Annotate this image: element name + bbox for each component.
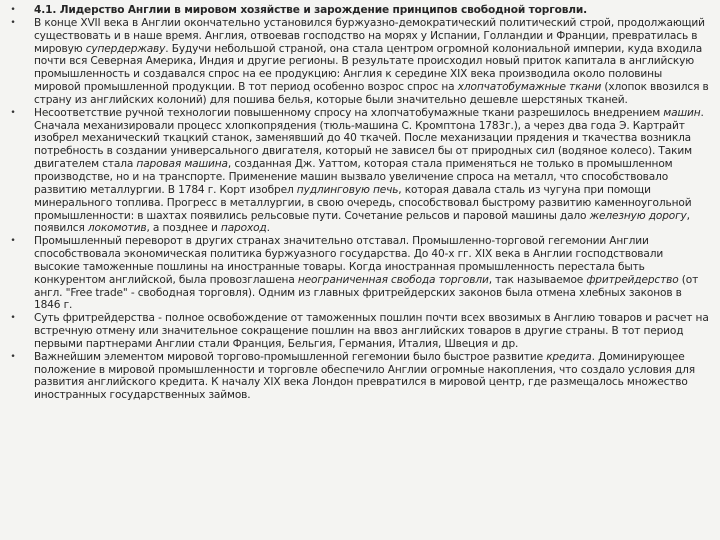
italic-term: локомотив [87,222,147,235]
text-run: (от англ. "Free trade" - свободная торговля). Одним из главных фритрейдерских законов была отмена хлебных законов в 1846 г. [34,273,699,312]
text-run: Промышленный переворот в других странах значительно отставал. Промышленно-торговой гегемонии Англии способствовала экономическая политика буржуазного государства. До 40-х гг. XIX века в Англии господствовали высокие таможенные пошлины на иностранные товары. Когда иностранная промышленность перестала быть конкурентом английской, была провозглашена [34,235,664,286]
paragraph-text [34,17,710,107]
bullet-icon: • [10,313,16,324]
italic-term: супердержаву [85,42,166,55]
italic-term: неограниченная свобода торговли [297,273,489,286]
text-run: . [266,222,270,235]
text-run: 4.1. Лидерство Англии в мировом хозяйстве и зарождение принципов свободной торговли. [34,4,588,16]
italic-term: железную дорогу [589,209,687,222]
italic-term: кредита [546,350,592,363]
paragraph-text [34,351,710,402]
italic-term: фритрейдерство [586,273,679,286]
text-run: , а позднее и [146,222,221,235]
bullet-icon: • [10,107,16,118]
list-item [6,235,710,312]
bullet-list [6,4,710,402]
bullet-icon: • [10,5,16,15]
paragraph-text [34,312,710,351]
section-heading [34,4,710,17]
text-run: Суть фритрейдерства - полное освобождение от таможенных пошлин почти всех ввозимых в Англию товаров и расчет на встречную отмену или значительное сокращение пошлин на ввоз английских товаров в другие страны. В тот период первыми партнерами Англии стали Франция, Бельгия, Германия, Италия, Швеция и др. [34,312,709,350]
list-item [6,17,710,107]
section-heading-item [6,4,710,17]
italic-term: пудлинговую печь [296,183,399,196]
text-run: . Будучи небольшой страной, она стала центром огромной колониальной империи, куда входила почти вся Северная Америка, Индия и другие регионы. В результате происходил новый приток капитала в английскую промышленность и создавался спрос на ее продукцию: Англия к середине XIX века производила около половины мировой промышленной продукции. В тот период особенно возрос спрос на [34,42,703,94]
text-run: (хлопок ввозился в страну из английских колоний) для пошива белья, которые были значительно дешевле шерстяных тканей. [34,81,709,106]
bullet-icon: • [10,236,16,247]
text-run: . Доминирующее положение в мировой промышленности и торговле обеспечило Англии огромные накопления, что создало условия для развития английского кредита. К началу XIX века Лондон превратился в мировой центр, где размещалось множество иностранных государственных займов. [34,350,695,402]
paragraph-text [34,235,710,312]
italic-term: хлопчатобумажные ткани [457,81,602,94]
italic-term: машин [663,106,701,119]
text-run: , появился [34,209,690,235]
text-run: Важнейшим элементом мировой торгово-промышленной гегемонии было быстрое развитие [34,350,547,363]
text-run: В конце XVII века в Англии окончательно установился буржуазно-демократический политический строй, продолжающий существовать и в наше время. Англия, отвоевав господство на морях у Испании, Голландии и Франции, превратилась в мировую [34,16,705,55]
text-run: Несоответствие ручной технологии повышенному спросу на хлопчатобумажные ткани разрешилось внедрением [34,106,664,119]
italic-term: пароход [220,222,267,235]
bullet-icon: • [10,351,16,362]
text-run: , созданная Дж. Уаттом, которая стала применяться не только в промышленном производстве, но и на транспорте. Применение машин вызвало увеличение спроса на металл, что способствовало развитию металлургии. В 1784 г. Корт изобрел [34,158,673,196]
text-run: , которая давала сталь из чугуна при помощи минерального топлива. Прогресс в металлургии, в свою очередь, способствовал быстрому развитию каменноугольной промышленности: в шахтах появились рельсовые пути. Сочетание рельсов и паровой машины дало [34,183,692,222]
bullet-icon: • [10,17,16,28]
list-item [6,312,710,351]
list-item [6,107,710,235]
list-item [6,351,710,402]
paragraph-text [34,107,710,235]
italic-term: паровая машина [136,158,228,171]
text-run: . Сначала механизировали процесс хлопкопрядения (тюль-машина С. Кромптона 1783г.), а через два года Э. Картрайт изобрел механический ткацкий станок, заменявший до 40 ткачей. После механизации прядения и ткачества возникла потребность в создании универсального двигателя, который не зависел бы от природных сил (водяное колесо). Таким двигателем стала [34,106,704,171]
text-run: , так называемое [488,273,587,286]
